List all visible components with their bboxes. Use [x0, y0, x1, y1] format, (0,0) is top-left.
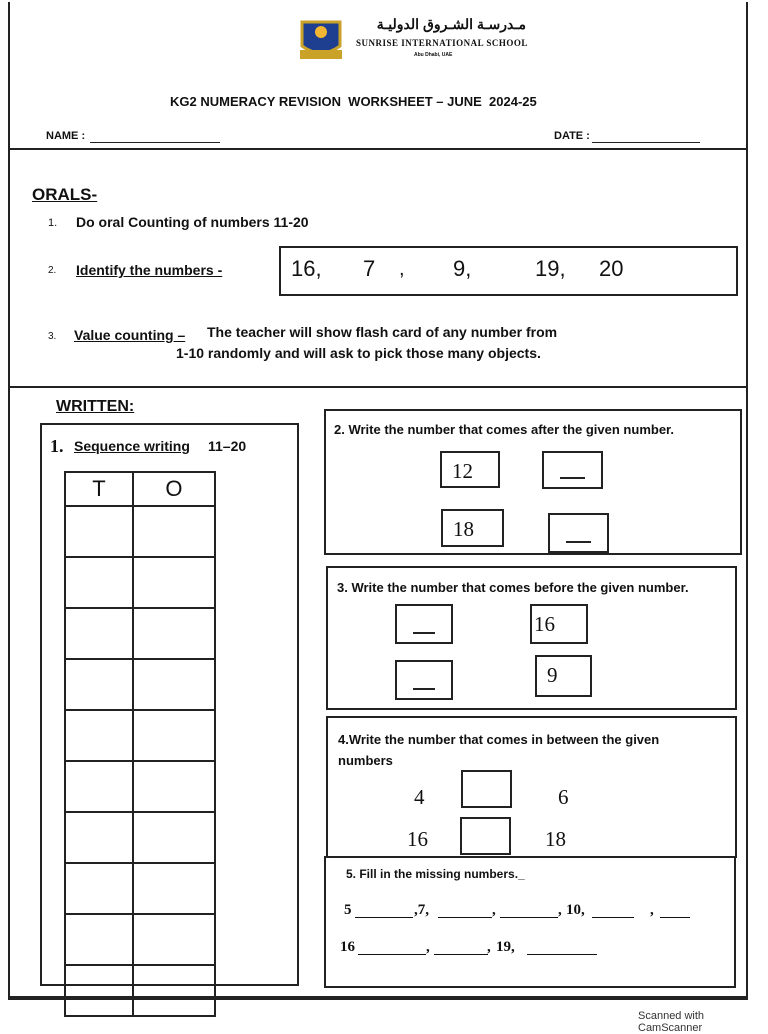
between-right-18: 18 — [545, 827, 566, 851]
ones-cell[interactable] — [133, 659, 215, 710]
ones-cell[interactable] — [133, 863, 215, 914]
missing-blank[interactable] — [434, 954, 488, 955]
school-name: SUNRISE INTERNATIONAL SCHOOL — [356, 38, 528, 48]
written-q4-title-line2: numbers — [338, 753, 393, 768]
missing-line2-comma: , — [426, 939, 430, 955]
between-left-16: 16 — [407, 827, 428, 851]
orals-q3-number: 3. — [48, 331, 57, 342]
after-given-18: 18 — [441, 509, 504, 547]
scanner-watermark: Scanned with CamScanner — [638, 1010, 705, 1034]
before-given-9: 9 — [535, 655, 592, 697]
identify-number-2: 7 — [363, 256, 376, 281]
name-label: NAME : — [46, 130, 86, 142]
table-row — [65, 506, 215, 557]
tens-cell[interactable] — [65, 710, 133, 761]
identify-number-4: 19, — [535, 256, 566, 281]
table-row — [65, 557, 215, 608]
orals-q1-text: Do oral Counting of numbers 11-20 — [76, 214, 309, 230]
tens-cell[interactable] — [65, 812, 133, 863]
missing-line1-comma: , — [558, 902, 562, 918]
date-label: DATE : — [554, 130, 590, 142]
ones-cell[interactable] — [133, 965, 215, 1016]
table-row — [65, 914, 215, 965]
missing-line1-7: ,7, — [414, 902, 429, 918]
written-q2-title: 2. Write the number that comes after the given number. — [334, 422, 674, 437]
written-q1-label: Sequence writing — [74, 438, 190, 454]
missing-blank[interactable] — [358, 954, 426, 955]
tens-cell[interactable] — [65, 557, 133, 608]
missing-blank[interactable] — [500, 917, 558, 918]
before-answer-1[interactable] — [395, 604, 453, 644]
orals-heading: ORALS- — [32, 185, 98, 204]
after-answer-1[interactable] — [542, 451, 603, 489]
identify-separator: , — [399, 258, 405, 280]
table-row — [65, 965, 215, 1016]
identify-number-1: 16, — [291, 256, 322, 281]
table-row — [65, 761, 215, 812]
identify-number-3: 9, — [453, 256, 472, 281]
after-given-12: 12 — [440, 451, 500, 488]
orals-q3-label: Value counting – — [74, 327, 186, 343]
table-row — [65, 863, 215, 914]
written-q4-title-line1: 4.Write the number that comes in between the given — [338, 732, 660, 747]
between-answer-2[interactable] — [460, 817, 511, 855]
missing-line1-5: 5 — [344, 902, 352, 918]
missing-line2-19: 19, — [496, 939, 515, 955]
ones-cell[interactable] — [133, 608, 215, 659]
tens-cell[interactable] — [65, 914, 133, 965]
identify-number-5: 20 — [599, 256, 624, 281]
table-row — [65, 659, 215, 710]
missing-blank[interactable] — [527, 954, 597, 955]
ones-cell[interactable] — [133, 710, 215, 761]
missing-line1-10: 10, — [566, 902, 585, 918]
between-answer-1[interactable] — [461, 770, 512, 808]
missing-line1-comma: , — [650, 902, 654, 918]
ones-cell[interactable] — [133, 557, 215, 608]
ones-cell[interactable] — [133, 761, 215, 812]
arabic-school-name: مـدرسـة الشـروق الدوليـة — [376, 16, 526, 32]
tens-cell[interactable] — [65, 659, 133, 710]
tens-cell[interactable] — [65, 506, 133, 557]
worksheet-title: KG2 NUMERACY REVISION WORKSHEET – JUNE 2024-25 — [170, 94, 537, 109]
bottom-border — [8, 996, 748, 998]
orals-q3-text-line1: The teacher will show flash card of any number from — [207, 324, 558, 340]
orals-q1-number: 1. — [48, 217, 58, 229]
ones-cell[interactable] — [133, 812, 215, 863]
tens-cell[interactable] — [65, 761, 133, 812]
school-location: Abu Dhabi, UAE — [414, 52, 453, 58]
before-answer-2[interactable] — [395, 660, 453, 700]
tens-ones-table — [64, 471, 216, 1017]
table-row — [65, 812, 215, 863]
missing-line2-16: 16 — [340, 939, 355, 955]
missing-blank[interactable] — [355, 917, 413, 918]
date-field[interactable] — [592, 142, 700, 143]
orals-divider — [8, 386, 748, 388]
tens-cell[interactable] — [65, 863, 133, 914]
written-heading: WRITTEN: — [56, 398, 135, 415]
table-row — [65, 608, 215, 659]
written-q1-range: 11–20 — [208, 438, 247, 454]
written-q5-title: 5. Fill in the missing numbers._ — [346, 867, 525, 881]
identify-numbers-box — [279, 246, 738, 296]
missing-blank[interactable] — [438, 917, 492, 918]
tens-cell[interactable] — [65, 965, 133, 1016]
ones-column-header: O — [133, 472, 215, 506]
before-given-16: 16 — [530, 604, 588, 644]
missing-line2-comma: , — [487, 939, 491, 955]
name-field[interactable] — [90, 142, 220, 143]
written-q1-number: 1. — [50, 436, 64, 456]
orals-q2-number: 2. — [48, 265, 57, 276]
table-row — [65, 710, 215, 761]
missing-blank[interactable] — [660, 917, 690, 918]
header-divider — [8, 148, 748, 150]
tens-column-header: T — [65, 472, 133, 506]
between-left-4: 4 — [414, 785, 425, 809]
orals-q2-label: Identify the numbers - — [76, 262, 223, 278]
missing-line1-comma: , — [492, 902, 496, 918]
ones-cell[interactable] — [133, 506, 215, 557]
ones-cell[interactable] — [133, 914, 215, 965]
tens-cell[interactable] — [65, 608, 133, 659]
written-q3-title: 3. Write the number that comes before the given number. — [337, 580, 689, 595]
orals-q3-text-line2: 1-10 randomly and will ask to pick those many objects. — [176, 345, 541, 361]
school-logo — [296, 18, 346, 62]
between-right-6: 6 — [558, 785, 569, 809]
missing-blank[interactable] — [592, 917, 634, 918]
after-answer-2[interactable] — [548, 513, 609, 553]
